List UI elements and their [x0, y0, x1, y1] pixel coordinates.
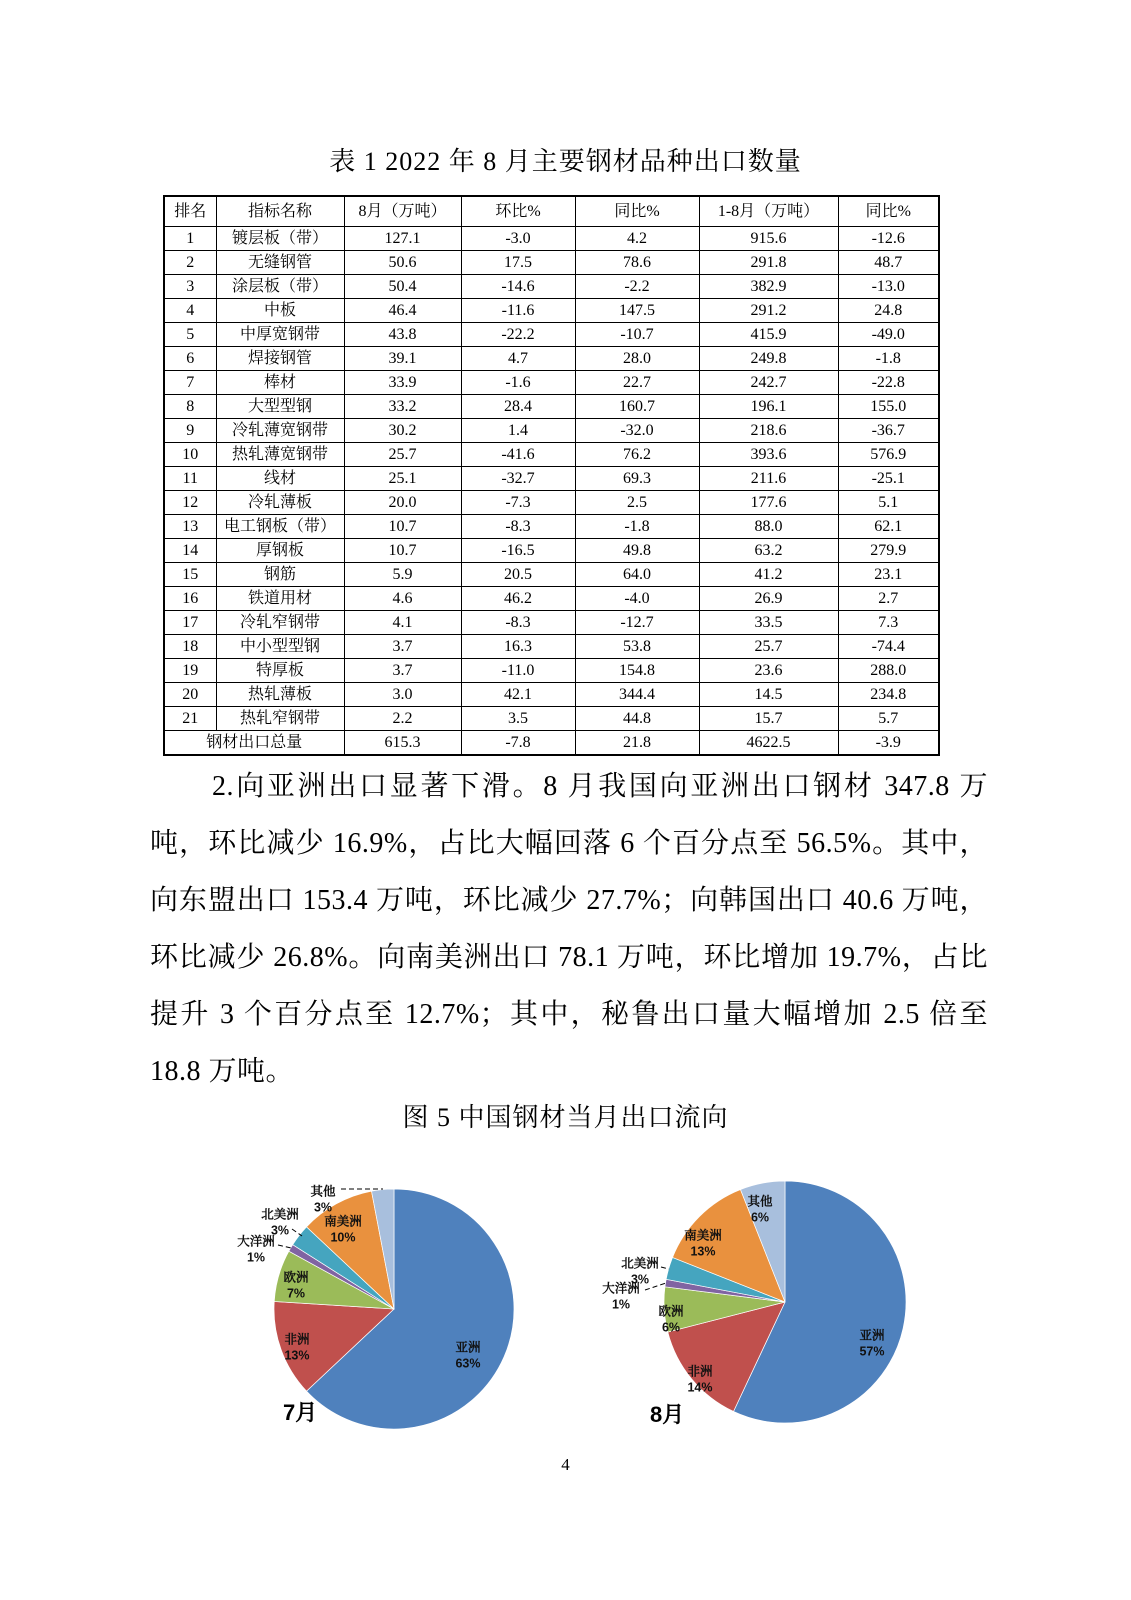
column-header: 同比%	[575, 196, 699, 227]
pie-slice-name: 北美洲	[621, 1256, 659, 1271]
table-cell: -13.0	[838, 275, 939, 299]
table-cell: 62.1	[838, 515, 939, 539]
table-cell: 电工钢板（带）	[216, 515, 344, 539]
pie-slice-percent: 63%	[455, 1356, 481, 1371]
label-leader-line	[278, 1245, 291, 1248]
pie-slice-name: 亚洲	[455, 1340, 481, 1355]
pie-slice-name: 北美洲	[261, 1207, 299, 1222]
table-cell: 234.8	[838, 683, 939, 707]
table-cell: 5.9	[344, 563, 461, 587]
table-cell: 12	[164, 491, 216, 515]
table-cell: 镀层板（带）	[216, 227, 344, 251]
table-cell: 10	[164, 443, 216, 467]
table-cell: 1	[164, 227, 216, 251]
pie-slice-percent: 13%	[690, 1244, 716, 1259]
table-cell: 中小型型钢	[216, 635, 344, 659]
pie-slice-name: 亚洲	[859, 1328, 885, 1343]
table-cell: -41.6	[461, 443, 575, 467]
pie-slice-percent: 6%	[661, 1320, 681, 1335]
pie-slice-name: 南美洲	[684, 1228, 722, 1243]
table-cell: 3.7	[344, 635, 461, 659]
column-header: 指标名称	[216, 196, 344, 227]
table-cell: 4	[164, 299, 216, 323]
table-cell: 9	[164, 419, 216, 443]
table-cell: 279.9	[838, 539, 939, 563]
pie-slice-percent: 14%	[687, 1380, 713, 1395]
pie-slice-percent: 6%	[750, 1210, 770, 1225]
table-cell: -3.9	[838, 731, 939, 756]
table-cell: 25.1	[344, 467, 461, 491]
table-cell: 8	[164, 395, 216, 419]
table-cell: -22.8	[838, 371, 939, 395]
table-cell: -2.2	[575, 275, 699, 299]
table-cell: -16.5	[461, 539, 575, 563]
table-cell: 382.9	[699, 275, 838, 299]
table-cell: 43.8	[344, 323, 461, 347]
table-cell: 25.7	[344, 443, 461, 467]
column-header: 同比%	[838, 196, 939, 227]
table-cell: 20.5	[461, 563, 575, 587]
table-cell: 7	[164, 371, 216, 395]
chart-month-label-august: 8月	[650, 1402, 685, 1427]
table-cell: 涂层板（带）	[216, 275, 344, 299]
table-cell: 42.1	[461, 683, 575, 707]
table-header-row	[164, 196, 939, 227]
table-cell: 5	[164, 323, 216, 347]
table-cell: -22.2	[461, 323, 575, 347]
table-cell: 915.6	[699, 227, 838, 251]
table-cell: 2.2	[344, 707, 461, 731]
table-cell: 48.7	[838, 251, 939, 275]
page-number: 4	[561, 1455, 570, 1474]
table-cell: 14.5	[699, 683, 838, 707]
table-row	[164, 539, 939, 563]
table-cell: -14.6	[461, 275, 575, 299]
table-row	[164, 299, 939, 323]
pie-slice-percent: 3%	[630, 1272, 650, 1287]
table-cell: 21.8	[575, 731, 699, 756]
table-cell: 30.2	[344, 419, 461, 443]
table-cell: 23.6	[699, 659, 838, 683]
table-cell: 14	[164, 539, 216, 563]
table-cell: 1.4	[461, 419, 575, 443]
pie-slice-percent: 3%	[313, 1200, 333, 1215]
table-cell: 415.9	[699, 323, 838, 347]
table-cell: 127.1	[344, 227, 461, 251]
table-row	[164, 227, 939, 251]
table-cell: 6	[164, 347, 216, 371]
table-cell: -7.8	[461, 731, 575, 756]
table-cell: 无缝钢管	[216, 251, 344, 275]
table-cell: -11.0	[461, 659, 575, 683]
table-cell: 22.7	[575, 371, 699, 395]
table-cell: -36.7	[838, 419, 939, 443]
table-cell: 53.8	[575, 635, 699, 659]
table-cell: -7.3	[461, 491, 575, 515]
pie-slice-name: 其他	[310, 1184, 336, 1199]
table-cell: 大型型钢	[216, 395, 344, 419]
table-row	[164, 371, 939, 395]
table-cell: 3	[164, 275, 216, 299]
table-cell: 棒材	[216, 371, 344, 395]
table-cell: 16.3	[461, 635, 575, 659]
pie-slice-percent: 13%	[284, 1348, 310, 1363]
table-cell: -4.0	[575, 587, 699, 611]
table-total-row	[164, 731, 939, 756]
table-cell: 44.8	[575, 707, 699, 731]
table-cell: 64.0	[575, 563, 699, 587]
table-cell: 7.3	[838, 611, 939, 635]
table-cell: 177.6	[699, 491, 838, 515]
table-cell: 线材	[216, 467, 344, 491]
pie-slice-percent: 57%	[859, 1344, 885, 1359]
pie-slice-percent: 7%	[286, 1286, 306, 1301]
table-cell: 576.9	[838, 443, 939, 467]
pie-slice-name: 其他	[747, 1194, 773, 1209]
pie-slice-percent: 3%	[270, 1223, 290, 1238]
table-cell: -11.6	[461, 299, 575, 323]
table-row	[164, 275, 939, 299]
table-cell: 28.4	[461, 395, 575, 419]
table-cell: 3.7	[344, 659, 461, 683]
table-cell: -1.8	[838, 347, 939, 371]
table-cell: 41.2	[699, 563, 838, 587]
table-cell: 393.6	[699, 443, 838, 467]
table-row	[164, 683, 939, 707]
table-cell: 20.0	[344, 491, 461, 515]
column-header: 环比%	[461, 196, 575, 227]
table-cell: 热轧窄钢带	[216, 707, 344, 731]
table-cell: -1.8	[575, 515, 699, 539]
table-cell: 5.7	[838, 707, 939, 731]
table-cell: 160.7	[575, 395, 699, 419]
table-cell: 冷轧薄宽钢带	[216, 419, 344, 443]
label-leader-line	[292, 1229, 302, 1236]
table-cell: 291.2	[699, 299, 838, 323]
column-header: 排名	[164, 196, 216, 227]
pie-slice-name: 欧洲	[283, 1270, 309, 1285]
table-cell: 3.0	[344, 683, 461, 707]
paragraph-asia-exports: 2.向亚洲出口显著下滑。8 月我国向亚洲出口钢材 347.8 万吨，环比减少 16.9%，占比大幅回落 6 个百分点至 56.5%。其中，向东盟出口 153.4 万吨，环比减少 27.7%；向韩国出口 40.6 万吨，环比减少 26.8%。向南美洲出口 78.1 万吨，环比增加 19.7%，占比提升 3 个百分点至 12.7%；其中，秘鲁出口量大幅增加 2.5 倍至 18.8 万吨。	[150, 771, 988, 1087]
pie-chart-july	[224, 1159, 564, 1479]
table-cell: 88.0	[699, 515, 838, 539]
table-cell: 中板	[216, 299, 344, 323]
table-cell: 15.7	[699, 707, 838, 731]
table-cell: 21	[164, 707, 216, 731]
table-cell: 厚钢板	[216, 539, 344, 563]
table-cell: 33.5	[699, 611, 838, 635]
table-cell: -3.0	[461, 227, 575, 251]
table-cell: 11	[164, 467, 216, 491]
table-cell: -10.7	[575, 323, 699, 347]
table-row	[164, 347, 939, 371]
table-cell: 33.2	[344, 395, 461, 419]
table-title: 表 1 2022 年 8 月主要钢材品种出口数量	[329, 147, 802, 176]
table-row	[164, 419, 939, 443]
table-cell: 50.4	[344, 275, 461, 299]
table-row	[164, 659, 939, 683]
table-cell: 铁道用材	[216, 587, 344, 611]
table-cell: 16	[164, 587, 216, 611]
table-cell: -49.0	[838, 323, 939, 347]
table-cell: 热轧薄宽钢带	[216, 443, 344, 467]
table-cell: 46.2	[461, 587, 575, 611]
table-cell: 63.2	[699, 539, 838, 563]
table-cell: 18	[164, 635, 216, 659]
table-cell: -32.0	[575, 419, 699, 443]
table-cell: 2.7	[838, 587, 939, 611]
table-cell: 13	[164, 515, 216, 539]
table-row	[164, 395, 939, 419]
table-row	[164, 323, 939, 347]
table-cell: 155.0	[838, 395, 939, 419]
table-cell: 钢筋	[216, 563, 344, 587]
column-header: 8月（万吨）	[344, 196, 461, 227]
pie-slice-name: 非洲	[687, 1364, 713, 1379]
pie-slice-percent: 1%	[246, 1250, 266, 1265]
steel-export-table	[163, 195, 940, 756]
table-cell: 19	[164, 659, 216, 683]
table-cell: 4.2	[575, 227, 699, 251]
table-cell: 69.3	[575, 467, 699, 491]
table-cell: 288.0	[838, 659, 939, 683]
table-body	[164, 227, 939, 756]
table-cell: 291.8	[699, 251, 838, 275]
table-cell: 热轧薄板	[216, 683, 344, 707]
pie-slice-name: 南美洲	[324, 1214, 362, 1229]
table-row	[164, 635, 939, 659]
table-cell: 25.7	[699, 635, 838, 659]
table-cell: 28.0	[575, 347, 699, 371]
table-cell: 39.1	[344, 347, 461, 371]
table-cell: 211.6	[699, 467, 838, 491]
table-row	[164, 491, 939, 515]
table-cell: -74.4	[838, 635, 939, 659]
pie-slice-name: 欧洲	[658, 1304, 684, 1319]
table-cell: 33.9	[344, 371, 461, 395]
table-cell: 10.7	[344, 515, 461, 539]
table-cell: 78.6	[575, 251, 699, 275]
table-cell: 26.9	[699, 587, 838, 611]
table-cell: -25.1	[838, 467, 939, 491]
table-row	[164, 611, 939, 635]
table-cell: 5.1	[838, 491, 939, 515]
table-cell: 17.5	[461, 251, 575, 275]
table-cell: 4.7	[461, 347, 575, 371]
table-cell: 10.7	[344, 539, 461, 563]
table-cell: 4.6	[344, 587, 461, 611]
table-cell: 20	[164, 683, 216, 707]
table-cell: 特厚板	[216, 659, 344, 683]
table-cell: 2	[164, 251, 216, 275]
table-cell: 冷轧薄板	[216, 491, 344, 515]
table-cell: 249.8	[699, 347, 838, 371]
chart-month-label-july: 7月	[283, 1400, 318, 1425]
table-cell: 147.5	[575, 299, 699, 323]
pie-slice-percent: 1%	[611, 1297, 631, 1312]
column-header: 1-8月（万吨）	[699, 196, 838, 227]
table-cell: -12.6	[838, 227, 939, 251]
table-cell: 344.4	[575, 683, 699, 707]
table-cell: 冷轧窄钢带	[216, 611, 344, 635]
table-cell: -8.3	[461, 611, 575, 635]
table-row	[164, 443, 939, 467]
table-cell: 46.4	[344, 299, 461, 323]
table-cell: -12.7	[575, 611, 699, 635]
table-cell: 焊接钢管	[216, 347, 344, 371]
table-cell: 17	[164, 611, 216, 635]
table-cell: 4.1	[344, 611, 461, 635]
table-cell: 2.5	[575, 491, 699, 515]
total-label-cell: 钢材出口总量	[164, 731, 344, 756]
table-cell: 242.7	[699, 371, 838, 395]
pie-slice-name: 非洲	[284, 1332, 310, 1347]
label-leader-line	[661, 1267, 669, 1269]
table-cell: -8.3	[461, 515, 575, 539]
table-cell: -32.7	[461, 467, 575, 491]
table-cell: 218.6	[699, 419, 838, 443]
table-cell: 中厚宽钢带	[216, 323, 344, 347]
figure-title: 图 5 中国钢材当月出口流向	[402, 1103, 729, 1132]
table-row	[164, 707, 939, 731]
table-cell: 49.8	[575, 539, 699, 563]
table-cell: 3.5	[461, 707, 575, 731]
pie-slice-name: 大洋洲	[237, 1234, 275, 1249]
table-cell: 24.8	[838, 299, 939, 323]
pie-slice-percent: 10%	[330, 1230, 356, 1245]
pie-slice-name: 大洋洲	[602, 1281, 640, 1296]
table-row	[164, 251, 939, 275]
table-cell: 196.1	[699, 395, 838, 419]
table-header	[164, 196, 939, 227]
table-row	[164, 587, 939, 611]
table-cell: 50.6	[344, 251, 461, 275]
table-cell: 76.2	[575, 443, 699, 467]
table-cell: 15	[164, 563, 216, 587]
table-cell: 154.8	[575, 659, 699, 683]
table-row	[164, 563, 939, 587]
table-row	[164, 515, 939, 539]
table-cell: 615.3	[344, 731, 461, 756]
table-cell: 23.1	[838, 563, 939, 587]
table-row	[164, 467, 939, 491]
table-cell: 4622.5	[699, 731, 838, 756]
table-cell: -1.6	[461, 371, 575, 395]
